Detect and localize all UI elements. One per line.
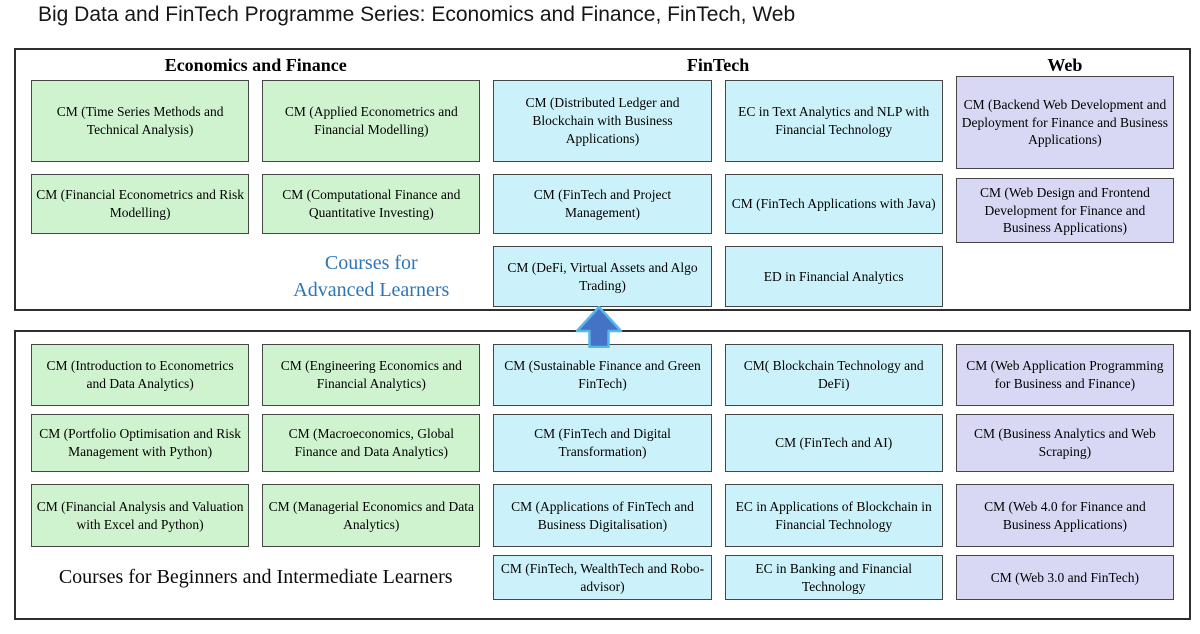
course-box: CM (Financial Analysis and Valuation with Excel and Python) <box>31 484 249 547</box>
course-box: CM (Introduction to Econometrics and Data Analytics) <box>31 344 249 406</box>
course-box: ED in Financial Analytics <box>725 246 943 307</box>
course-box: EC in Text Analytics and NLP with Financial Technology <box>725 80 943 162</box>
page-title: Big Data and FinTech Programme Series: Economics and Finance, FinTech, Web <box>38 3 796 26</box>
column-header-economics-finance: Economics and Finance <box>164 54 347 75</box>
column-header-web: Web <box>1047 54 1083 75</box>
course-box: EC in Banking and Financial Technology <box>725 555 943 600</box>
course-box: CM (Computational Finance and Quantitative Investing) <box>262 174 480 234</box>
column-header-fintech: FinTech <box>686 54 750 75</box>
course-box: CM (Web 3.0 and FinTech) <box>956 555 1174 600</box>
course-box: CM (Business Analytics and Web Scraping) <box>956 414 1174 472</box>
advanced-learners-label-line1: Courses for <box>324 251 418 274</box>
course-box: CM( Blockchain Technology and DeFi) <box>725 344 943 406</box>
course-box: CM (Financial Econometrics and Risk Modelling) <box>31 174 249 234</box>
course-box: CM (Applied Econometrics and Financial Modelling) <box>262 80 480 162</box>
beginner-intermediate-learners-label: Courses for Beginners and Intermediate Learners <box>58 566 453 588</box>
course-box: CM (FinTech and Digital Transformation) <box>493 414 711 472</box>
course-box: CM (FinTech and Project Management) <box>493 174 711 234</box>
course-box: CM (Portfolio Optimisation and Risk Management with Python) <box>31 414 249 472</box>
course-box: CM (Managerial Economics and Data Analytics) <box>262 484 480 547</box>
course-box: CM (FinTech Applications with Java) <box>725 174 943 234</box>
up-arrow-icon <box>575 306 623 348</box>
advanced-learners-label-line2: Advanced Learners <box>293 278 450 301</box>
advanced-learners-label <box>262 246 480 307</box>
course-box: CM (DeFi, Virtual Assets and Algo Trading) <box>493 246 711 307</box>
course-box: EC in Applications of Blockchain in Financial Technology <box>725 484 943 547</box>
course-box: CM (Backend Web Development and Deployment for Finance and Business Applications) <box>956 76 1174 169</box>
course-box: CM (Web 4.0 for Finance and Business Applications) <box>956 484 1174 547</box>
course-box: CM (Applications of FinTech and Business Digitalisation) <box>493 484 711 547</box>
course-box: CM (Distributed Ledger and Blockchain with Business Applications) <box>493 80 711 162</box>
course-box: CM (FinTech and AI) <box>725 414 943 472</box>
course-box: CM (Web Design and Frontend Development for Finance and Business Applications) <box>956 178 1174 243</box>
course-box: CM (Engineering Economics and Financial Analytics) <box>262 344 480 406</box>
course-box: CM (Time Series Methods and Technical Analysis) <box>31 80 249 162</box>
course-box: CM (Web Application Programming for Business and Finance) <box>956 344 1174 406</box>
web-course-column <box>956 76 1174 307</box>
course-box: CM (Macroeconomics, Global Finance and Data Analytics) <box>262 414 480 472</box>
course-box: CM (FinTech, WealthTech and Robo-advisor) <box>493 555 711 600</box>
course-box: CM (Sustainable Finance and Green FinTech) <box>493 344 711 406</box>
advanced-courses-panel <box>14 48 1191 311</box>
beginner-courses-panel <box>14 330 1191 620</box>
